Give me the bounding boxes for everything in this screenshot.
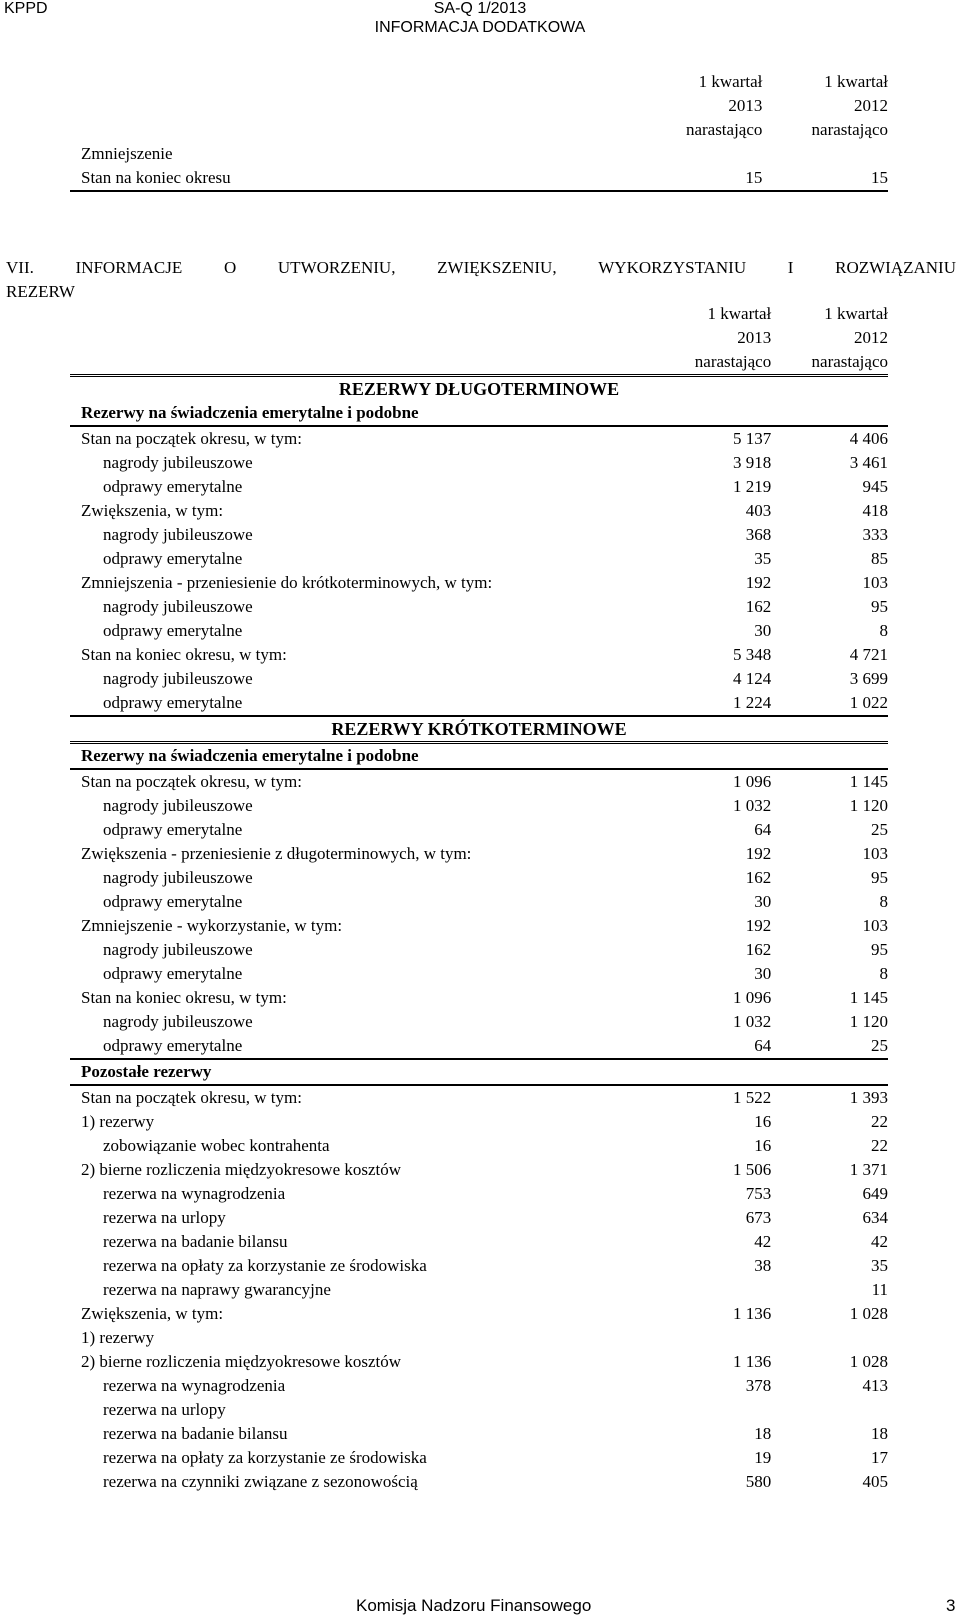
value-2013: 5 348 xyxy=(732,645,772,664)
subsection-heading-row xyxy=(70,1059,888,1085)
section-title-word: I xyxy=(787,258,794,277)
value-2012: 1 028 xyxy=(849,1352,888,1371)
header-report-id: SA-Q 1/2013 xyxy=(433,0,527,17)
row-label: rezerwa na badanie bilansu xyxy=(103,1232,288,1251)
value-2013: 192 xyxy=(745,844,772,863)
table-row xyxy=(70,914,888,938)
value-2012: 413 xyxy=(862,1376,888,1395)
value-2012 xyxy=(771,1326,888,1350)
row-label: rezerwa na naprawy gwarancyjne xyxy=(103,1280,331,1299)
value-2012: 85 xyxy=(871,549,888,568)
subsection-heading-row xyxy=(70,401,888,426)
value-2012: 22 xyxy=(871,1112,888,1131)
row-label: rezerwa na opłaty za korzystanie ze środowiska xyxy=(103,1448,427,1467)
row-label: 2) bierne rozliczenia międzyokresowe kosztów xyxy=(81,1352,402,1371)
top-table xyxy=(70,70,888,192)
table-row xyxy=(70,1278,888,1302)
table-row xyxy=(70,794,888,818)
row-label: 1) rezerwy xyxy=(81,1112,155,1131)
value-2013: 368 xyxy=(745,525,772,544)
table-row xyxy=(70,691,888,716)
table-row xyxy=(70,1446,888,1470)
provisions-table-header xyxy=(70,302,888,376)
row-label: nagrody jubileuszowe xyxy=(103,453,253,472)
section-title-word: O xyxy=(223,258,237,277)
row-label: odprawy emerytalne xyxy=(103,820,243,839)
value-2013: 162 xyxy=(745,940,772,959)
row-label: rezerwa na wynagrodzenia xyxy=(103,1376,286,1395)
value-2012: 25 xyxy=(871,820,888,839)
value-2013: 162 xyxy=(745,868,772,887)
table-row: Stan na koniec okresu 15 15 xyxy=(70,166,888,191)
table-row xyxy=(70,1206,888,1230)
row-label: rezerwa na urlopy xyxy=(103,1208,226,1227)
value-2013: 673 xyxy=(745,1208,772,1227)
row-label: rezerwa na opłaty za korzystanie ze środowiska xyxy=(103,1256,427,1275)
table-row xyxy=(70,1010,888,1034)
value-2013: 30 xyxy=(754,621,772,640)
value-2012: 418 xyxy=(862,501,888,520)
subsection-heading: Rezerwy na świadczenia emerytalne i podobne xyxy=(70,743,655,770)
table-row xyxy=(70,1350,888,1374)
section-heading-row xyxy=(70,376,888,402)
value-2013: 19 xyxy=(754,1448,772,1467)
table-row xyxy=(70,499,888,523)
value-2013: 580 xyxy=(745,1472,772,1491)
value-2012: 1 120 xyxy=(849,796,888,815)
value-2012 xyxy=(771,1398,888,1422)
value-2013: 38 xyxy=(754,1256,772,1275)
value-2013: 1 522 xyxy=(732,1088,772,1107)
value-2012: 18 xyxy=(871,1424,888,1443)
value-2013: 30 xyxy=(754,892,772,911)
value-2013: 1 506 xyxy=(732,1160,772,1179)
table-row xyxy=(70,962,888,986)
row-label: nagrody jubileuszowe xyxy=(103,940,253,959)
col-header-2012: 1 kwartał 2012 narastająco xyxy=(771,302,888,376)
row-label: Zwiększenia, w tym: xyxy=(81,1304,224,1323)
table-row xyxy=(70,866,888,890)
table-row xyxy=(70,1374,888,1398)
table-row xyxy=(70,619,888,643)
row-label: Stan na początek okresu, w tym: xyxy=(81,1088,302,1107)
value-2013: 192 xyxy=(745,573,772,592)
table-row xyxy=(70,547,888,571)
row-label: 1) rezerwy xyxy=(81,1328,155,1347)
page-header xyxy=(0,0,960,44)
value-2012: 1 145 xyxy=(849,772,888,791)
value-2012: 95 xyxy=(871,868,888,887)
value-2012: 634 xyxy=(862,1208,888,1227)
value-2013: 1 136 xyxy=(732,1352,772,1371)
table-row xyxy=(70,986,888,1010)
value-2012: 1 371 xyxy=(849,1160,888,1179)
value-2012: 35 xyxy=(871,1256,888,1275)
value-2012: 103 xyxy=(862,916,888,935)
row-label: Stan na koniec okresu, w tym: xyxy=(81,988,287,1007)
table-row xyxy=(70,1158,888,1182)
section-heading: REZERWY DŁUGOTERMINOWE xyxy=(338,379,620,399)
row-label: odprawy emerytalne xyxy=(103,477,243,496)
row-label: nagrody jubileuszowe xyxy=(103,525,253,544)
subsection-heading-row xyxy=(70,743,888,770)
table-row xyxy=(70,818,888,842)
section-title-word: INFORMACJE xyxy=(75,258,183,277)
col-header-2013: 1 kwartał 2013 narastająco xyxy=(685,72,763,139)
value-2013: 16 xyxy=(754,1136,772,1155)
table-row xyxy=(70,1230,888,1254)
value-2013: 1 032 xyxy=(732,1012,772,1031)
table-row xyxy=(70,1326,888,1350)
value-2013: 4 124 xyxy=(732,669,772,688)
value-2012: 1 120 xyxy=(849,1012,888,1031)
table-row xyxy=(70,595,888,619)
table-row xyxy=(70,451,888,475)
value-2012: 405 xyxy=(862,1472,888,1491)
value-2012: 8 xyxy=(879,892,888,911)
table-row xyxy=(70,842,888,866)
value-2013: 162 xyxy=(745,597,772,616)
table-row xyxy=(70,1254,888,1278)
header-left: KPPD xyxy=(4,0,48,17)
value-2012: 3 699 xyxy=(849,669,888,688)
row-label: odprawy emerytalne xyxy=(103,621,243,640)
value-2012: 103 xyxy=(862,844,888,863)
value-2013: 1 136 xyxy=(732,1304,772,1323)
value-2012: 1 022 xyxy=(771,691,888,716)
value-2012: 22 xyxy=(871,1136,888,1155)
row-label: zobowiązanie wobec kontrahenta xyxy=(103,1136,330,1155)
subsection-heading: Rezerwy na świadczenia emerytalne i podobne xyxy=(70,401,655,426)
table-row: Zmniejszenie xyxy=(81,144,173,163)
table-row xyxy=(70,1134,888,1158)
value-2013: 1 032 xyxy=(732,796,772,815)
value-2013: 64 xyxy=(655,1034,772,1059)
value-2013 xyxy=(655,1398,772,1422)
value-2013: 1 096 xyxy=(732,988,772,1007)
value-2013: 1 224 xyxy=(655,691,772,716)
value-2012: 945 xyxy=(862,477,888,496)
value-2013: 30 xyxy=(754,964,772,983)
table-row xyxy=(70,890,888,914)
row-label: Zmniejszenia - przeniesienie do krótkoterminowych, w tym: xyxy=(81,573,493,592)
section-heading-row xyxy=(70,716,888,743)
section-title-word: ROZWIĄZANIU xyxy=(835,258,956,277)
value-2013 xyxy=(655,1278,772,1302)
section-title-word: UTWORZENIU, xyxy=(277,258,396,277)
value-2012: 3 461 xyxy=(849,453,888,472)
value-2013: 64 xyxy=(754,820,772,839)
table-row xyxy=(70,938,888,962)
footer-authority: Komisja Nadzoru Finansowego xyxy=(356,1596,592,1615)
value-2012: 103 xyxy=(862,573,888,592)
value-2012: 42 xyxy=(871,1232,888,1251)
col-header-2013: 1 kwartał 2013 narastająco xyxy=(655,302,772,376)
table-row xyxy=(70,1110,888,1134)
value-2013: 403 xyxy=(745,501,772,520)
section-title-word: ZWIĘKSZENIU, xyxy=(437,258,557,277)
value-2012: 8 xyxy=(879,621,888,640)
table-row xyxy=(70,1398,888,1422)
row-label: rezerwa na urlopy xyxy=(103,1400,226,1419)
row-label: rezerwa na czynniki związane z sezonowością xyxy=(103,1472,418,1491)
value-2013: 192 xyxy=(745,916,772,935)
row-label: odprawy emerytalne xyxy=(103,892,243,911)
value-2012: 1 393 xyxy=(849,1088,888,1107)
value-2012: 11 xyxy=(871,1280,888,1299)
provisions-table xyxy=(70,302,888,1494)
top-table-header xyxy=(70,70,888,142)
value-2013: 753 xyxy=(745,1184,772,1203)
row-label: nagrody jubileuszowe xyxy=(103,669,253,688)
row-label: nagrody jubileuszowe xyxy=(103,868,253,887)
value-2012: 17 xyxy=(871,1448,888,1467)
value-2013: 42 xyxy=(754,1232,772,1251)
table-row xyxy=(70,1470,888,1494)
section-title-word: WYKORZYSTANIU xyxy=(598,258,747,277)
value-2012: 1 028 xyxy=(849,1304,888,1323)
row-label: rezerwa na badanie bilansu xyxy=(103,1424,288,1443)
row-label: Stan na początek okresu, w tym: xyxy=(81,429,302,448)
page-number: 3 xyxy=(946,1596,956,1615)
value-2013: 3 918 xyxy=(732,453,772,472)
value-2013: 5 137 xyxy=(732,429,772,448)
row-label: odprawy emerytalne xyxy=(103,549,243,568)
table-row xyxy=(70,475,888,499)
value-2013: 18 xyxy=(754,1424,772,1443)
table-row xyxy=(70,426,888,451)
row-label: Stan na koniec okresu, w tym: xyxy=(81,645,287,664)
table-row xyxy=(70,1182,888,1206)
row-label: Zwiększenia - przeniesienie z długoterminowych, w tym: xyxy=(81,844,472,863)
table-row xyxy=(70,643,888,667)
row-label: nagrody jubileuszowe xyxy=(103,796,253,815)
row-label: 2) bierne rozliczenia międzyokresowe kosztów xyxy=(81,1160,402,1179)
row-label: odprawy emerytalne xyxy=(70,1034,655,1059)
row-label: Zmniejszenie - wykorzystanie, w tym: xyxy=(81,916,343,935)
table-row xyxy=(70,1085,888,1110)
value-2013: 35 xyxy=(754,549,772,568)
value-2012: 649 xyxy=(862,1184,888,1203)
section-heading: REZERWY KRÓTKOTERMINOWE xyxy=(70,716,888,743)
row-label: odprawy emerytalne xyxy=(103,964,243,983)
value-2013: 16 xyxy=(754,1112,772,1131)
value-2012: 333 xyxy=(862,525,888,544)
row-label: nagrody jubileuszowe xyxy=(103,1012,253,1031)
row-label: Stan na początek okresu, w tym: xyxy=(81,772,302,791)
value-2012: 95 xyxy=(871,597,888,616)
value-2012: 1 145 xyxy=(849,988,888,1007)
section-title: VII. INFORMACJE O UTWORZENIU, ZWIĘKSZENIU, WYKORZYSTANIU I ROZWIĄZANIU REZERW xyxy=(6,258,956,301)
value-2012: 8 xyxy=(879,964,888,983)
row-label: Zwiększenia, w tym: xyxy=(81,501,224,520)
value-2013: 1 096 xyxy=(732,772,772,791)
col-header-2012: 1 kwartał 2012 narastająco xyxy=(811,72,888,139)
value-2012: 25 xyxy=(771,1034,888,1059)
table-row xyxy=(70,667,888,691)
table-row xyxy=(70,1422,888,1446)
table-row xyxy=(70,523,888,547)
section-title-word: VII. xyxy=(6,258,34,277)
table-row xyxy=(70,1302,888,1326)
value-2013: 1 219 xyxy=(732,477,772,496)
table-row xyxy=(70,1034,888,1059)
value-2012: 4 721 xyxy=(849,645,888,664)
subsection-heading: Pozostałe rezerwy xyxy=(70,1059,655,1085)
table-row xyxy=(70,571,888,595)
value-2012: 4 406 xyxy=(849,429,888,448)
value-2013: 378 xyxy=(745,1376,772,1395)
value-2012: 95 xyxy=(871,940,888,959)
table-row xyxy=(70,769,888,794)
value-2013 xyxy=(655,1326,772,1350)
row-label: rezerwa na wynagrodzenia xyxy=(103,1184,286,1203)
header-section: INFORMACJA DODATKOWA xyxy=(374,19,586,36)
row-label: odprawy emerytalne xyxy=(70,691,655,716)
row-label: nagrody jubileuszowe xyxy=(103,597,253,616)
